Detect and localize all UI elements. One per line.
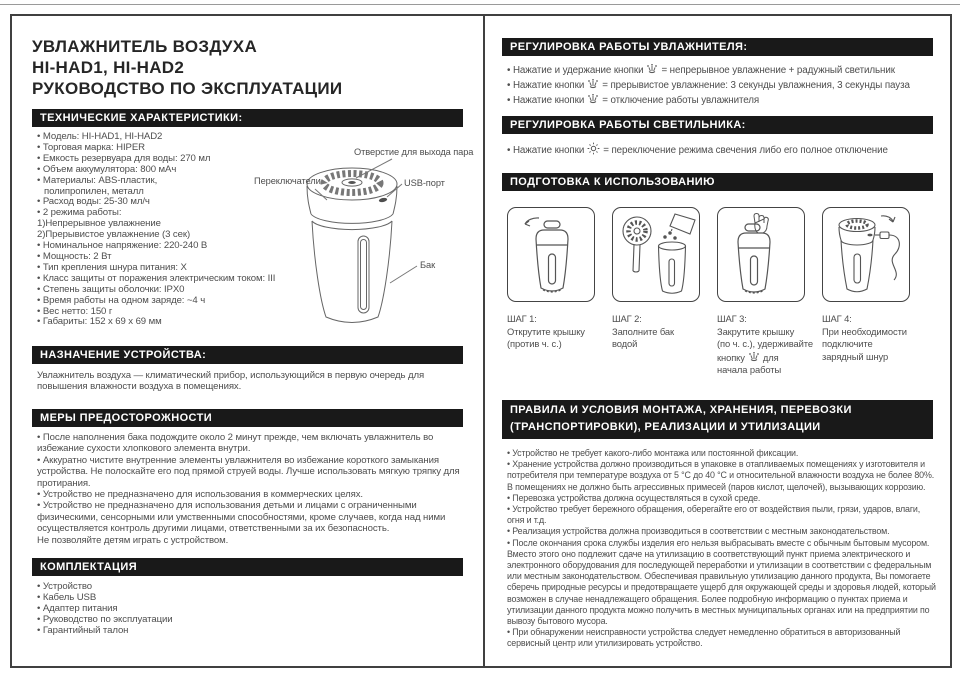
section-header-preparation: ПОДГОТОВКА К ИСПОЛЬЗОВАНИЮ xyxy=(502,173,933,191)
safety-item: • Устройство не предназначено для использования в коммерческих целях. xyxy=(37,489,363,501)
tech-item: • Класс защиты от поражения электрическим током: III xyxy=(37,272,276,284)
sun-icon xyxy=(587,142,600,155)
tech-item: • Торговая марка: HIPER xyxy=(37,141,145,153)
step-text: зарядный шнур xyxy=(822,350,889,362)
tech-item: • Емкость резервуара для воды: 270 мл xyxy=(37,152,211,164)
package-item: • Кабель USB xyxy=(37,591,97,603)
title-line-3: РУКОВОДСТВО ПО ЭКСПЛУАТАЦИИ xyxy=(32,79,343,98)
control-item-text: = непрерывное увлажнение + радужный светильник xyxy=(661,65,895,76)
step-text: водой xyxy=(612,338,638,349)
rules-item: • Реализация устройства должна производиться в соответствии с местным законодательством. xyxy=(507,526,890,537)
page-title xyxy=(32,36,342,99)
step3-caption xyxy=(717,313,813,377)
control-item-text: • Нажатие и удержание кнопки xyxy=(507,65,644,76)
mist-icon xyxy=(646,63,658,74)
section-header-humidifier-control: РЕГУЛИРОВКА РАБОТЫ УВЛАЖНИТЕЛЯ: xyxy=(502,38,933,56)
control-item-text: • Нажатие кнопки xyxy=(507,145,585,156)
package-list xyxy=(37,582,173,637)
tech-item: • Расход воды: 25-30 мл/ч xyxy=(37,196,150,208)
humidifier-control-item xyxy=(507,78,910,93)
rules-list xyxy=(507,448,939,650)
humidifier-control-item xyxy=(507,93,910,108)
humidifier-control-list xyxy=(507,63,910,108)
section-header-rules xyxy=(502,400,933,439)
step-text: кнопку xyxy=(717,351,745,363)
tech-item: • Мощность: 2 Вт xyxy=(37,250,112,262)
rules-header-line2: (ТРАНСПОРТИРОВКИ), РЕАЛИЗАЦИИ И УТИЛИЗАЦИИ xyxy=(510,421,821,433)
rules-item: • При обнаружении неисправности устройства следует немедленно обратиться в авторизованный сервисный центр или утилизировать устройство. xyxy=(507,627,901,649)
section-header-purpose: НАЗНАЧЕНИЕ УСТРОЙСТВА: xyxy=(32,346,463,364)
manual-sheet xyxy=(10,14,952,668)
step-text: (по ч. с.), удерживайте xyxy=(717,338,813,349)
tech-item: полипропилен, металл xyxy=(44,185,144,197)
tech-item: • Габариты: 152 x 69 x 69 мм xyxy=(37,316,162,328)
step-label: ШАГ 4: xyxy=(822,313,852,324)
column-divider xyxy=(483,16,485,666)
rules-item: • Устройство требует бережного обращения, оберегайте его от воздействия пыли, грязи, ударов, влаги, огня и т.д. xyxy=(507,504,921,526)
step4-caption xyxy=(822,313,907,363)
step-text: Закрутите крышку xyxy=(717,325,795,337)
safety-item: • Устройство не предназначено для использования детьми и лицами с ограниченными физическими, сенсорными или умственными способностями, кроме случаев, когда над ними осуществляется контроль другими лицами, ответственными за их безопасность. xyxy=(37,500,446,535)
safety-item: • Аккуратно чистите внутренние элементы увлажнителя во избежание короткого замыкания устройства. Не полоскайте его под прямой струей воды. Лучше использовать мягкую тряпку для протирания. xyxy=(37,454,460,489)
device-label-usb-port: USB-порт xyxy=(404,178,445,188)
section-header-light-control: РЕГУЛИРОВКА РАБОТЫ СВЕТИЛЬНИКА: xyxy=(502,116,933,134)
device-label-switches: Переключатели xyxy=(254,176,321,186)
step-text: (против ч. с.) xyxy=(507,338,562,349)
rules-item: • Перевозка устройства должна осуществляться в сухой среде. xyxy=(507,492,761,503)
step3-illustration xyxy=(718,208,804,301)
title-line-2: HI-HAD1, HI-HAD2 xyxy=(32,58,185,77)
tech-item: • Тип крепления шнура питания: X xyxy=(37,261,187,273)
step-text: Заполните бак xyxy=(612,325,675,337)
package-item: • Устройство xyxy=(37,581,93,592)
safety-item: • После наполнения бака подождите около 2 минут прежде, чем включать увлажнитель во избежание сухости хлопкового элемента внутри. xyxy=(37,432,434,455)
step3-card xyxy=(717,207,805,302)
safety-list xyxy=(37,432,461,546)
rules-item: • Хранение устройства должно производиться в упаковке в отапливаемых помещениях у изготовителя и потребителя при температуре воздуха от 5 °C до 40 °C и относительной влажности воздуха не более 80%. В помещениях не должно быть агрессивных примесей (паров кислот, щелочей), вызывающих коррозию. xyxy=(507,459,935,492)
tech-item: • Модель: HI-HAD1, HI-HAD2 xyxy=(37,131,163,142)
section-header-package: КОМПЛЕКТАЦИЯ xyxy=(32,558,463,576)
control-item-text: • Нажатие кнопки xyxy=(507,95,585,106)
step-text: начала работы xyxy=(717,364,782,375)
mist-icon xyxy=(748,351,760,362)
step-label: ШАГ 3: xyxy=(717,313,747,324)
step-label: ШАГ 2: xyxy=(612,313,642,324)
tech-item: • Степень защиты оболочки: IPX0 xyxy=(37,283,185,295)
step2-caption xyxy=(612,313,674,351)
tech-item: 1)Непрерывное увлажнение xyxy=(37,218,161,230)
device-label-tank: Бак xyxy=(420,260,436,270)
control-item-text: • Нажатие кнопки xyxy=(507,80,585,91)
step-text: Открутите крышку xyxy=(507,325,585,337)
mist-icon xyxy=(587,78,599,89)
title-line-1: УВЛАЖНИТЕЛЬ ВОЗДУХА xyxy=(32,37,258,56)
step-text: подключите xyxy=(822,338,873,349)
tech-item: • Номинальное напряжение: 220-240 В xyxy=(37,240,208,252)
step4-card xyxy=(822,207,910,302)
section-header-tech: ТЕХНИЧЕСКИЕ ХАРАКТЕРИСТИКИ: xyxy=(32,109,463,127)
rules-item: • После окончания срока службы изделия его нельзя выбрасывать вместе с обычным бытовым мусором. Вместо этого оно подлежит сдаче на утилизацию в соответствующий пункт приема электрического и электронного оборудования для последующей переработки и утилизации в соответствии с федеральным или местным законодательством. Обеспечивая правильную утилизацию данного продукта, Вы помогаете сберечь природные ресурсы и предотвращаете ущерб для окружающей среды и здоровья людей, который возможен в случае ненадлежащего обращения. Более подробную информацию о пунктах приема и утилизации данного продукта можно получить в местных муниципальных органах или на предприятии по вывозу бытового мусора. xyxy=(507,537,936,627)
control-item-text: = отключение работы увлажнителя xyxy=(602,95,760,106)
device-label-steam-outlet: Отверстие для выхода пара xyxy=(354,147,474,157)
section-header-safety: МЕРЫ ПРЕДОСТОРОЖНОСТИ xyxy=(32,409,463,427)
light-control-item xyxy=(507,142,888,158)
step-text: для xyxy=(762,351,779,363)
step2-illustration xyxy=(613,208,699,301)
humidifier-control-item xyxy=(507,63,910,78)
rules-item: • Устройство не требует какого-либо монтажа или постоянной фиксации. xyxy=(507,448,799,458)
control-item-text: = переключение режима свечения либо его полное отключение xyxy=(603,145,888,156)
step-text: При необходимости xyxy=(822,325,907,337)
control-item-text: = прерывистое увлажнение: 3 секунды увлажнения, 3 секунды пауза xyxy=(602,80,910,91)
tech-item: • Материалы: ABS-пластик, xyxy=(37,174,158,186)
package-item: • Гарантийный талон xyxy=(37,624,129,636)
step1-caption xyxy=(507,313,585,351)
step-label: ШАГ 1: xyxy=(507,313,537,324)
step4-illustration xyxy=(823,208,909,301)
tech-item: 2)Прерывистое увлажнение (3 сек) xyxy=(37,229,191,241)
package-item: • Руководство по эксплуатации xyxy=(37,613,173,625)
step-text xyxy=(717,351,813,365)
tech-item: • Вес нетто: 150 г xyxy=(37,305,113,317)
step1-illustration xyxy=(508,208,594,301)
tech-item: • Объем аккумулятора: 800 мАч xyxy=(37,163,177,175)
step2-card xyxy=(612,207,700,302)
purpose-text: Увлажнитель воздуха — климатический прибор, использующийся в первую очередь для повышения влажности воздуха в помещениях. xyxy=(37,370,425,393)
package-item: • Адаптер питания xyxy=(37,602,118,614)
page-top-rule xyxy=(0,4,960,5)
rules-header-line1: ПРАВИЛА И УСЛОВИЯ МОНТАЖА, ХРАНЕНИЯ, ПЕРЕВОЗКИ xyxy=(510,404,852,416)
tech-item: • Время работы на одном заряде: ~4 ч xyxy=(37,294,206,306)
tech-item: • 2 режима работы: xyxy=(37,207,122,219)
mist-icon xyxy=(587,93,599,104)
step1-card xyxy=(507,207,595,302)
device-illustration xyxy=(250,140,464,340)
safety-item: Не позволяйте детям играть с устройством. xyxy=(37,534,229,546)
